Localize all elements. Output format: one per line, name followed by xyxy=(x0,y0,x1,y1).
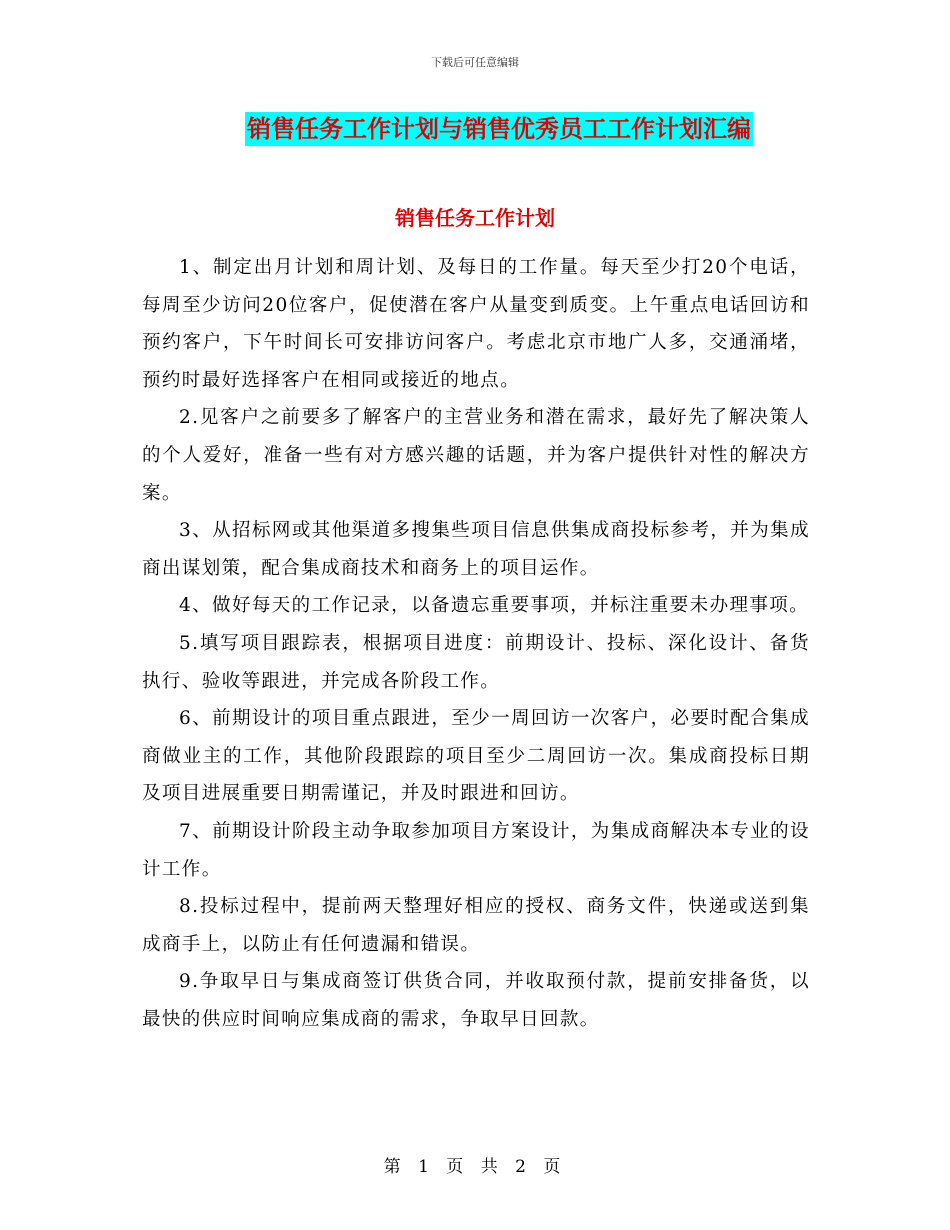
paragraph-2: 2.见客户之前要多了解客户的主营业务和潜在需求，最好先了解决策人的个人爱好，准备一些有对方感兴趣的话题，并为客户提供针对性的解决方案。 xyxy=(142,407,810,504)
paragraph-9: 9.争取早日与集成商签订供货合同，并收取预付款，提前安排备货，以最快的供应时间响应集成商的需求，争取早日回款。 xyxy=(142,971,810,1030)
body-text xyxy=(142,249,810,1038)
main-title: 销售任务工作计划与销售优秀员工工作计划汇编 xyxy=(245,112,753,146)
paragraph-3: 3、从招标网或其他渠道多搜集些项目信息供集成商投标参考，并为集成商出谋划策，配合集成商技术和商务上的项目运作。 xyxy=(142,520,810,579)
paragraph-8: 8.投标过程中，提前两天整理好相应的授权、商务文件，快递或送到集成商手上，以防止有任何遗漏和错误。 xyxy=(142,896,810,955)
paragraph-5: 5.填写项目跟踪表，根据项目进度：前期设计、投标、深化设计、备货执行、验收等跟进，并完成各阶段工作。 xyxy=(142,632,810,692)
section-title: 销售任务工作计划 xyxy=(395,206,555,230)
paragraph-6: 6、前期设计的项目重点跟进，至少一周回访一次客户，必要时配合集成商做业主的工作，其他阶段跟踪的项目至少二周回访一次。集成商投标日期及项目进展重要日期需谨记，并及时跟进和回访。 xyxy=(142,708,810,805)
page-number-footer: 第 1 页 共 2 页 xyxy=(383,1157,567,1177)
main-title-wrap xyxy=(0,112,950,146)
header-note: 下载后可任意编辑 xyxy=(431,56,519,69)
paragraph-7: 7、前期设计阶段主动争取参加项目方案设计，为集成商解决本专业的设计工作。 xyxy=(142,820,810,880)
paragraph-4: 4、做好每天的工作记录，以备遗忘重要事项，并标注重要未办理事项。 xyxy=(179,595,810,617)
paragraph-1: 1、制定出月计划和周计划、及每日的工作量。每天至少打20个电话，每周至少访问20位客户，促使潜在客户从量变到质变。上午重点电话回访和预约客户，下午时间长可安排访问客户。考虑北京市地广人多，交通涌堵，预约时最好选择客户在相同或接近的地点。 xyxy=(142,257,810,391)
